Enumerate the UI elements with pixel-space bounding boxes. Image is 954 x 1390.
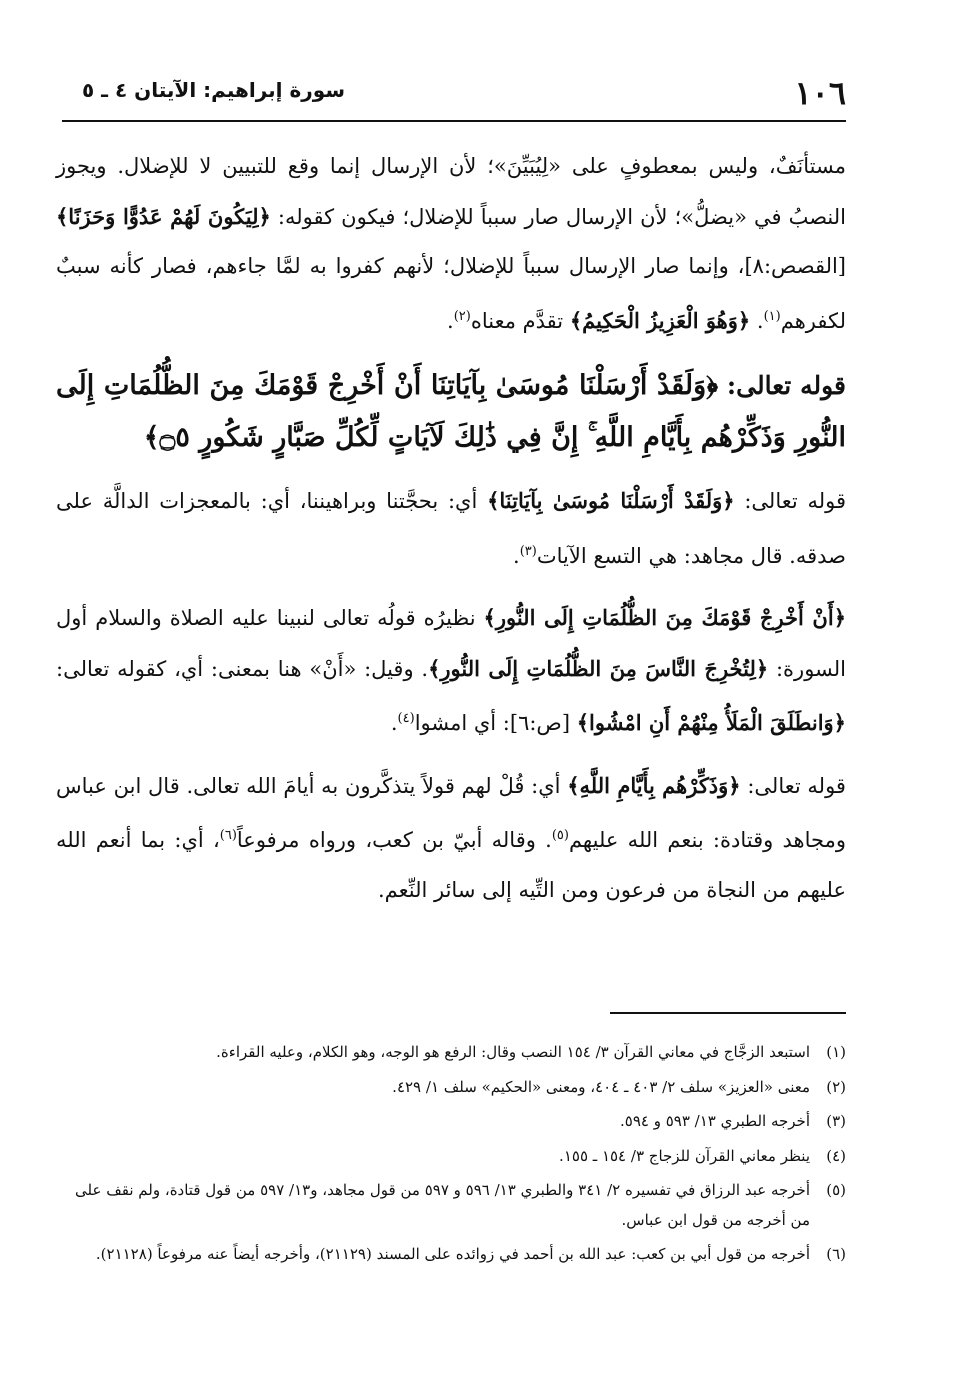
quran-quote: ﴿أَنْ أَخْرِجْ قَوْمَكَ مِنَ الظُّلُمَاتِ إِلَى النُّورِ﴾ xyxy=(483,605,846,630)
footnote-3 xyxy=(56,1107,846,1137)
paragraph-text: . xyxy=(390,711,398,735)
page-number: ١٠٦ xyxy=(794,74,846,112)
verse-heading xyxy=(56,360,846,464)
footnote-text: ينظر معاني القرآن للزجاج ٣/ ١٥٤ ـ ١٥٥. xyxy=(559,1146,810,1165)
footnote-ref: (٦) xyxy=(219,828,237,843)
quran-quote: ﴿وَلَقَدْ أَرْسَلْنَا مُوسَىٰ بِآيَاتِنَا﴾ xyxy=(487,488,735,513)
paragraph-text: نظيرُه قولُه تعالى لنبينا عليه الصلاة والسلام أول السورة: xyxy=(56,606,847,681)
paragraph-text: . xyxy=(756,308,764,333)
paragraph-text: تقدَّم معناه xyxy=(470,308,564,333)
footnotes xyxy=(56,1038,846,1275)
footnote-ref: (٢) xyxy=(453,308,471,324)
footnote-ref: (١) xyxy=(763,308,781,324)
paragraph-text: . وقاله أبيّ بن كعب، ورواه مرفوعاً xyxy=(236,828,552,852)
paragraph-text: . وقيل: «أَنْ» هنا بمعنى: أي، كقوله تعالى: xyxy=(56,656,429,681)
verse-text: ﴿وَلَقَدْ أَرْسَلْنَا مُوسَىٰ بِآيَاتِنَا أَنْ أَخْرِجْ قَوْمَكَ مِنَ الظُّلُمَاتِ إِلَى النُّورِ وَذَكِّرْهُم بِأَيَّامِ اللَّهِ ۚ إِنَّ فِي ذَٰلِكَ لَآيَاتٍ لِّكُلِّ صَبَّارٍ شَكُورٍ ۝٥﴾ xyxy=(56,370,846,453)
quran-quote: ﴿وَذَكِّرْهُم بِأَيَّامِ اللَّهِ﴾ xyxy=(567,772,741,798)
footnote-number: (٦) xyxy=(826,1245,846,1263)
footnote-2 xyxy=(56,1073,846,1103)
footnote-text: استبعد الزجَّاج في معاني القرآن ٣/ ١٥٤ النصب وقال: الرفع هو الوجه، وهو الكلام، وعليه القراءة. xyxy=(216,1043,810,1061)
footnote-text: أخرجه من قول أبي بن كعب: عبد الله بن أحمد في زوائده على المسند (٢١١٢٩)، وأخرجه أيضاً عنه مرفوعاً (٢١١٢٨). xyxy=(95,1245,810,1263)
running-header xyxy=(62,70,846,116)
quran-quote: ﴿وَهُوَ الْعَزِيزُ الْحَكِيمُ﴾ xyxy=(569,307,751,333)
paragraph-4 xyxy=(56,761,846,916)
paragraph-text: أي: بحجَّتنا وبراهيننا، أي: بالمعجزات الدالَّة على صدقه. قال مجاهد: هي التسع الآيات xyxy=(56,489,846,568)
paragraph-text: مستأنَفٌ، وليس بمعطوفٍ على «لِيُبَيِّنَ»؛ لأن الإرسال إنما وقع للتبيين لا للإضلال. ويجوز النصبُ في «يضلُّ»؛ لأن الإرسال صار سبباً للإضلال؛ فيكون كقوله: xyxy=(56,154,846,229)
running-title: سورة إبراهيم: الآيتان ٤ ـ ٥ xyxy=(82,78,345,102)
footnote-text: معنى «العزيز» سلف ٢/ ٤٠٣ ـ ٤٠٤، ومعنى «الحكيم» سلف ١/ ٤٢٩. xyxy=(392,1077,810,1096)
footnote-text: أخرجه عبد الرزاق في تفسيره ٢/ ٣٤١ والطبري ١٣/ ٥٩٦ و ٥٩٧ من قول مجاهد، و١٣/ ٥٩٧ من قول قتادة، ولم نقف على من أخرجه من قول ابن عباس. xyxy=(75,1181,810,1229)
footnote-rule xyxy=(610,1012,846,1014)
paragraph-text: قوله تعالى: xyxy=(744,489,846,513)
footnote-ref: (٣) xyxy=(519,543,537,559)
footnote-1 xyxy=(56,1038,846,1068)
verse-label: قوله تعالى: xyxy=(726,371,846,400)
footnote-text: أخرجه الطبري ١٣/ ٥٩٣ و ٥٩٤. xyxy=(619,1112,810,1130)
footnote-ref: (٥) xyxy=(551,828,569,843)
paragraph-1 xyxy=(56,142,846,346)
footnote-number: (٣) xyxy=(826,1112,846,1130)
paragraph-text: أي: قُلْ لهم قولاً يتذكَّرون به أيامَ الله تعالى. قال ابن عباس ومجاهد وقتادة: بنعم الله عليهم xyxy=(56,773,846,852)
footnote-number: (٢) xyxy=(826,1077,846,1096)
footnote-number: (١) xyxy=(826,1043,846,1061)
main-text xyxy=(56,142,846,915)
paragraph-text: ، أي: بما أنعم الله عليهم من النجاة من فرعون ومن التِّيه إلى سائر النِّعم. xyxy=(56,828,846,902)
quran-quote: ﴿لِيَكُونَ لَهُمْ عَدُوًّا وَحَزَنًا﴾ xyxy=(56,203,271,229)
quran-quote: ﴿لِتُخْرِجَ النَّاسَ مِنَ الظُّلُمَاتِ إِلَى النُّورِ﴾ xyxy=(428,655,769,681)
quran-quote: ﴿وَانطَلَقَ الْمَلَأُ مِنْهُمْ أَنِ امْشُوا﴾ xyxy=(576,710,846,735)
paragraph-text: [ص:٦]: أي امشوا xyxy=(414,711,571,735)
header-rule xyxy=(62,120,846,122)
paragraph-3 xyxy=(56,593,846,749)
footnote-4 xyxy=(56,1142,846,1172)
paragraph-text: . xyxy=(447,308,454,333)
footnote-5 xyxy=(56,1176,846,1235)
footnote-6 xyxy=(56,1240,846,1270)
paragraph-2 xyxy=(56,476,846,581)
paragraph-text: . xyxy=(513,543,520,568)
footnote-ref: (٤) xyxy=(397,711,415,726)
paragraph-text: قوله تعالى: xyxy=(747,773,846,798)
footnote-number: (٥) xyxy=(826,1181,846,1199)
paragraph-text: [القصص:٨]، وإنما صار الإرسال سبباً للإضلال؛ لأنهم كفروا به لمَّا جاءهم، فصار كأنه سببٌ لكفرهم xyxy=(56,254,846,333)
footnote-number: (٤) xyxy=(826,1146,846,1165)
